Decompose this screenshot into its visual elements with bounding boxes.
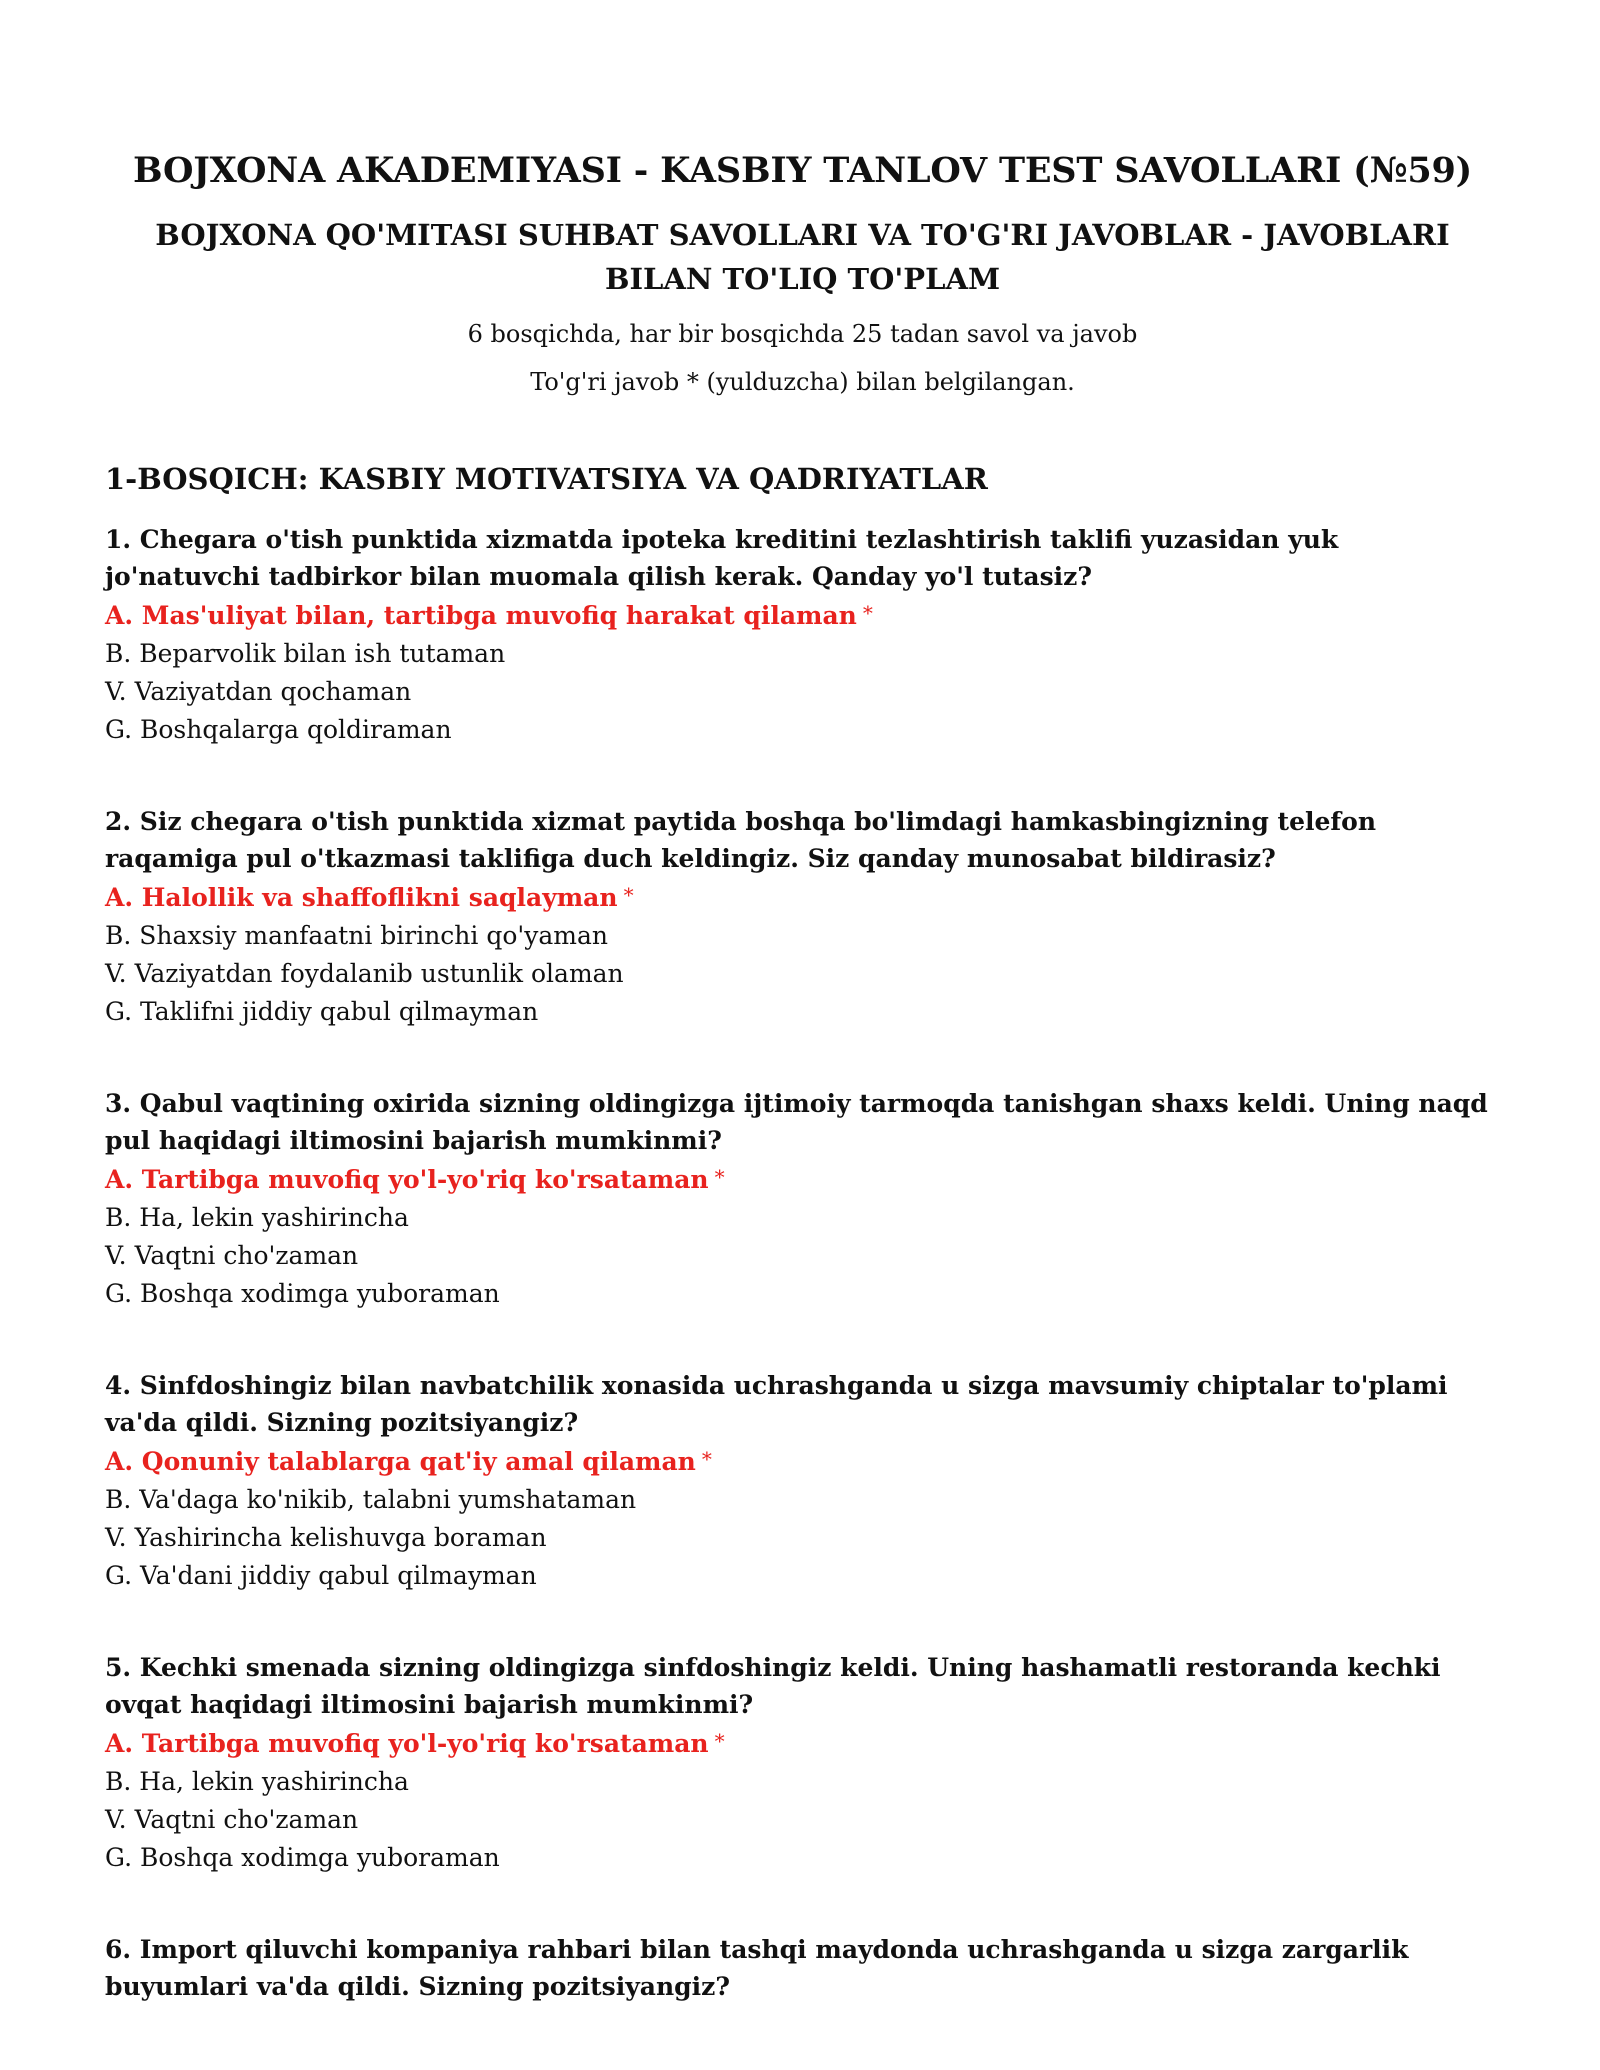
question-5 <box>105 1649 1500 1877</box>
answer-option-g: G. Taklifni jiddiy qabul qilmayman <box>105 996 539 1026</box>
document-note-stages: 6 bosqichda, har bir bosqichda 25 tadan savol va javob <box>467 320 1138 348</box>
answer-option-v: V. Vaqtni cho'zaman <box>105 1804 359 1834</box>
answer-option-b: B. Ha, lekin yashirincha <box>105 1766 409 1796</box>
answer-option-v: V. Vaziyatdan qochaman <box>105 676 412 706</box>
question-text: 4. Sinfdoshingiz bilan navbatchilik xonasida uchrashganda u sizga mavsumiy chiptalar to'plami va'da qildi. Sizning pozitsiyangiz? <box>105 1370 1448 1437</box>
correct-answer <box>105 1443 1500 1481</box>
answer-option-g: G. Boshqa xodimga yuboraman <box>105 1278 500 1308</box>
question-2 <box>105 803 1500 1031</box>
answer-option-b: B. Va'daga ko'nikib, talabni yumshataman <box>105 1484 637 1514</box>
answer-option-b: B. Beparvolik bilan ish tutaman <box>105 638 506 668</box>
answer-option-v: V. Vaqtni cho'zaman <box>105 1240 359 1270</box>
correct-answer <box>105 1161 1500 1199</box>
asterisk-icon: * <box>714 1728 725 1753</box>
asterisk-icon: * <box>714 1164 725 1189</box>
document-subtitle: BOJXONA QO'MITASI SUHBAT SAVOLLARI VA TO'G'RI JAVOBLAR - JAVOBLARI BILAN TO'LIQ TO'PLAM <box>155 218 1450 296</box>
asterisk-icon: * <box>623 882 634 907</box>
question-1 <box>105 521 1500 749</box>
question-6 <box>105 1931 1500 2005</box>
question-text: 5. Kechki smenada sizning oldingizga sinfdoshingiz keldi. Uning hashamatli restoranda kechki ovqat haqidagi iltimosini bajarish mumkinmi? <box>105 1652 1441 1719</box>
answer-option-g: G. Va'dani jiddiy qabul qilmayman <box>105 1560 537 1590</box>
answer-label: A. Halollik va shaffoflikni saqlayman <box>105 882 618 912</box>
question-text: 3. Qabul vaqtining oxirida sizning oldingizga ijtimoiy tarmoqda tanishgan shaxs keldi. Uning naqd pul haqidagi iltimosini bajarish mumkinmi? <box>105 1088 1488 1155</box>
answer-label: A. Qonuniy talablarga qat'iy amal qilaman <box>105 1446 696 1476</box>
answer-option-g: G. Boshqa xodimga yuboraman <box>105 1842 500 1872</box>
correct-answer <box>105 1725 1500 1763</box>
document-title: BOJXONA AKADEMIYASI - KASBIY TANLOV TEST SAVOLLARI (№59) <box>132 150 1473 191</box>
answer-option-b: B. Ha, lekin yashirincha <box>105 1202 409 1232</box>
answer-option-v: V. Vaziyatdan foydalanib ustunlik olaman <box>105 958 624 988</box>
answer-option-b: B. Shaxsiy manfaatni birinchi qo'yaman <box>105 920 609 950</box>
asterisk-icon: * <box>701 1446 712 1471</box>
question-4 <box>105 1367 1500 1595</box>
asterisk-icon: * <box>862 600 873 625</box>
answer-option-v: V. Yashirincha kelishuvga boraman <box>105 1522 547 1552</box>
correct-answer <box>105 597 1500 635</box>
answer-label: A. Tartibga muvofiq yo'l-yo'riq ko'rsataman <box>105 1164 709 1194</box>
document-note-marking: To'g'ri javob * (yulduzcha) bilan belgilangan. <box>530 368 1075 396</box>
question-text: 6. Import qiluvchi kompaniya rahbari bilan tashqi maydonda uchrashganda u sizga zargarlik buyumlari va'da qildi. Sizning pozitsiyangiz? <box>105 1934 1409 2001</box>
section-heading: 1-BOSQICH: KASBIY MOTIVATSIYA VA QADRIYATLAR <box>105 462 988 496</box>
answer-label: A. Tartibga muvofiq yo'l-yo'riq ko'rsataman <box>105 1728 709 1758</box>
correct-answer <box>105 879 1500 917</box>
question-3 <box>105 1085 1500 1313</box>
question-text: 2. Siz chegara o'tish punktida xizmat paytida boshqa bo'limdagi hamkasbingizning telefon raqamiga pul o'tkazmasi taklifiga duch keldingiz. Siz qanday munosabat bildirasiz? <box>105 806 1377 873</box>
question-text: 1. Chegara o'tish punktida xizmatda ipoteka kreditini tezlashtirish taklifi yuzasidan yuk jo'natuvchi tadbirkor bilan muomala qilish kerak. Qanday yo'l tutasiz? <box>105 524 1339 591</box>
answer-option-g: G. Boshqalarga qoldiraman <box>105 714 452 744</box>
answer-label: A. Mas'uliyat bilan, tartibga muvofiq harakat qilaman <box>105 600 857 630</box>
